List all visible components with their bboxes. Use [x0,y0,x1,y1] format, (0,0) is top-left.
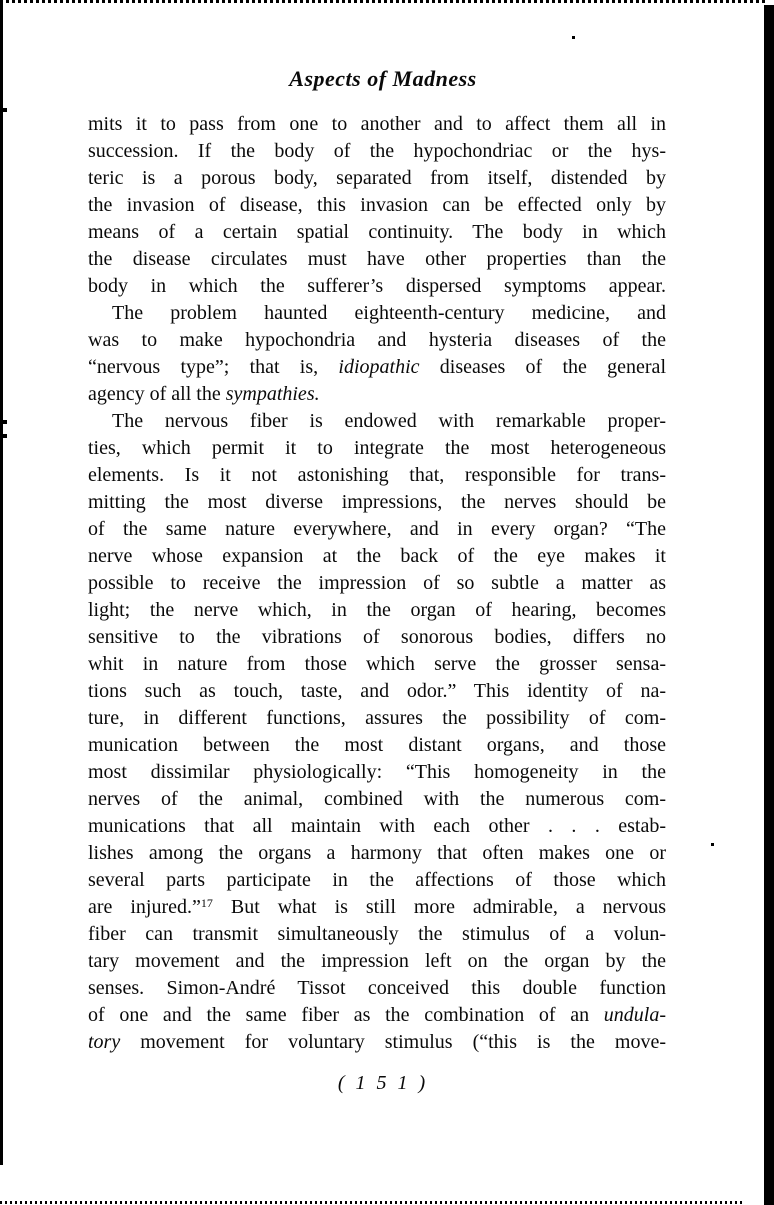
text-run: munication between the most distant organs, and those [88,734,666,756]
text-line [88,381,666,408]
text-line [88,219,666,246]
text-line [88,300,666,327]
text-line [88,786,666,813]
text-run: lishes among the organs a harmony that often makes one or [88,842,666,864]
text-line [88,948,666,975]
text-run: are injured.” [88,896,201,918]
text-run: senses. Simon-André Tissot conceived this double function [88,977,666,999]
scan-binding-tick [0,108,7,112]
text-line [88,111,666,138]
text-line [88,705,666,732]
text-line [88,462,666,489]
body-text [88,111,666,1056]
text-run: munications that all maintain with each other . . . estab- [88,815,666,837]
text-run: fiber can transmit simultaneously the stimulus of a volun- [88,923,666,945]
text-line [88,273,666,300]
text-run: light; the nerve which, in the organ of hearing, becomes [88,599,666,621]
text-run: body in which the sufferer’s dispersed symptoms appear. [88,275,666,297]
text-line [88,138,666,165]
text-run: The problem haunted eighteenth-century medicine, and [112,302,666,324]
text-run: idiopathic [338,356,420,378]
text-run: mits it to pass from one to another and to affect them all in [88,113,666,135]
text-line [88,759,666,786]
text-run: The nervous fiber is endowed with remarkable proper- [112,410,666,432]
scan-speck [711,843,714,846]
text-run: “nervous type”; that is, [88,356,339,378]
text-line [88,867,666,894]
text-line [88,624,666,651]
text-run: movement for voluntary stimulus (“this is the move- [120,1031,666,1053]
text-line [88,651,666,678]
text-run: tory [88,1031,121,1053]
text-line [88,1029,666,1056]
text-line [88,813,666,840]
text-run: several parts participate in the affections of those which [88,869,666,891]
text-run: whit in nature from those which serve the grosser sensa- [88,653,666,675]
text-line [88,165,666,192]
text-run: of the same nature everywhere, and in every organ? “The [88,518,666,540]
text-run: possible to receive the impression of so subtle a matter as [88,572,666,594]
text-run: tions such as touch, taste, and odor.” This identity of na- [88,680,666,702]
scan-binding-tick [0,420,7,424]
text-line [88,678,666,705]
running-head-title: Aspects of Madness [289,66,477,91]
text-run: sensitive to the vibrations of sonorous bodies, differs no [88,626,666,648]
text-run: diseases of the general [419,356,666,378]
text-line [88,921,666,948]
text-run: undula- [603,1004,666,1026]
scan-edge-left [0,0,3,1165]
text-run: mitting the most diverse impressions, the nerves should be [88,491,666,513]
text-run: But what is still more admirable, a nervous [212,896,666,918]
text-run: tary movement and the impression left on the organ by the [88,950,666,972]
text-line [88,597,666,624]
text-run: succession. If the body of the hypochondriac or the hys- [88,140,666,162]
text-line [88,192,666,219]
scan-speck [572,36,575,39]
text-line [88,543,666,570]
text-run: ture, in different functions, assures the possibility of com- [88,707,666,729]
text-run: agency of all the [88,383,226,405]
scan-binding-tick [0,434,7,438]
text-run: means of a certain spatial continuity. The body in which [88,221,666,243]
page-number: ( 1 5 1 ) [337,1072,429,1094]
text-line [88,327,666,354]
scan-edge-bottom [0,1201,744,1204]
text-run: of one and the same fiber as the combination of an [88,1004,604,1026]
text-line [88,840,666,867]
text-line [88,435,666,462]
text-line [88,408,666,435]
scan-edge-top [0,0,766,3]
text-line [88,570,666,597]
text-run: sympathies. [225,383,320,405]
text-run: nerves of the animal, combined with the numerous com- [88,788,666,810]
text-line [88,354,666,381]
text-run: most dissimilar physiologically: “This homogeneity in the [88,761,666,783]
text-line [88,246,666,273]
text-line [88,732,666,759]
text-run: elements. Is it not astonishing that, responsible for trans- [88,464,666,486]
text-run: nerve whose expansion at the back of the eye makes it [88,545,666,567]
text-run: the invasion of disease, this invasion can be effected only by [88,194,666,216]
text-line [88,489,666,516]
scan-edge-right [764,5,774,1205]
text-line [88,1002,666,1029]
text-run: was to make hypochondria and hysteria diseases of the [88,329,666,351]
text-line [88,975,666,1002]
text-line [88,894,666,921]
footnote-reference: 17 [200,896,213,910]
text-run: teric is a porous body, separated from itself, distended by [88,167,666,189]
text-run: ties, which permit it to integrate the most heterogeneous [88,437,666,459]
text-run: the disease circulates must have other properties than the [88,248,666,270]
text-line [88,516,666,543]
